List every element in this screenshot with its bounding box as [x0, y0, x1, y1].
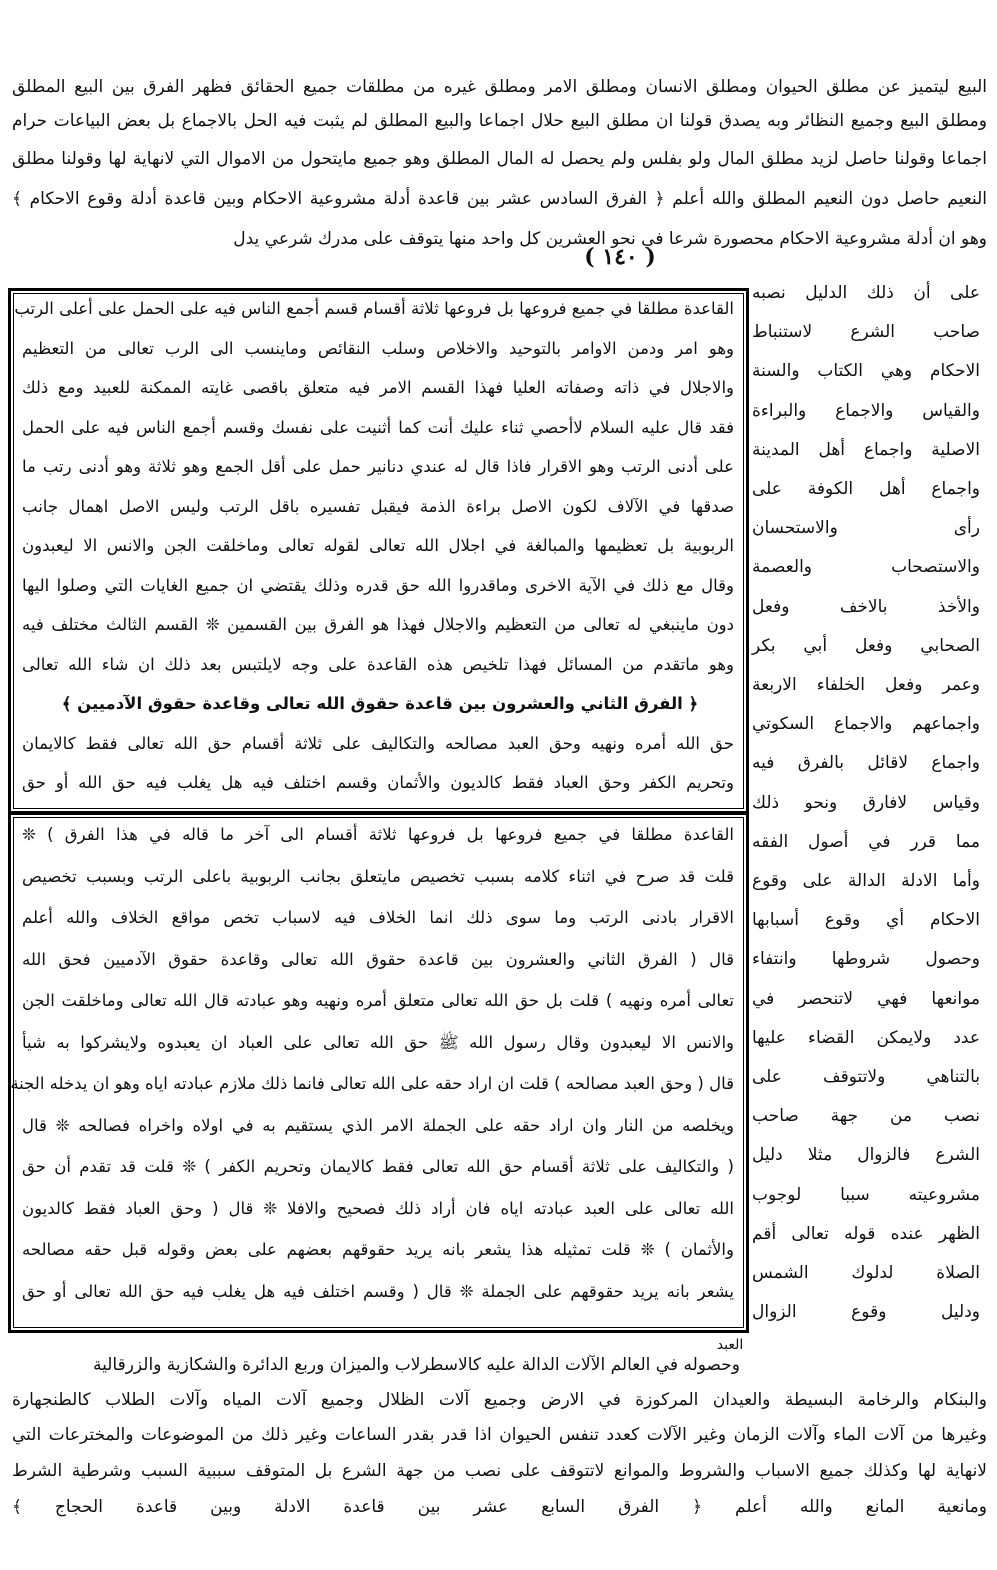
text-line: وهو امر ودمن الاوامر بالتوحيد والاخلاص وسلب النقائص وماينسب الى الرب تعالى من التعظيم: [22, 338, 734, 358]
side-text-line: والقياس والاجماع والبراءة: [752, 400, 980, 421]
side-text-line: والأخذ بالاخف وفعل: [752, 596, 980, 617]
side-text-line: الشرع فالزوال مثلا دليل: [752, 1145, 980, 1166]
side-text-line: والاستصحاب والعصمة: [752, 557, 980, 578]
side-text-line: وقياس لافارق ونحو ذلك: [752, 792, 980, 813]
text-line: الله تعالى على العبد عبادته اياه فان أراد ذلك فصحيح والافلا ❊ قال ( وحق العباد فقط كالديون: [22, 1198, 734, 1218]
text-line: قلت قد صرح في اثناء كلامه بسبب تخصيص مايتعلق بجانب الربوبية باعلى الرتب وبسبب تخصيص: [22, 866, 734, 886]
text-line: لانهاية لها وكذلك جميع الاسباب والشروط والموانع لاتتوقف على نصب من جهة الشرع بل المتوقف سببية السبب وشرطية الشرط: [12, 1461, 987, 1481]
side-text-line: وأما الادلة الدالة على وقوع: [752, 871, 980, 891]
side-text-line: الاصلية واجماع أهل المدينة: [752, 439, 980, 460]
side-text-line: مما قرر في أصول الفقه: [752, 831, 980, 852]
text-line: وتحريم الكفر وحق العباد فقط كالديون والأثمان وقسم اختلف فيه هل يغلب فيه حق الله أو حق: [22, 773, 734, 792]
side-text-line: وعمر وفعل الخلفاء الاربعة: [752, 675, 980, 695]
text-line: القاعدة مطلقا في جميع فروعها بل فروعها ثلاثة أقسام قسم أجمع الناس فيه على الحمل على أعلى الرتب: [14, 299, 734, 318]
text-line: اجماعا وقولنا حاصل لزيد مطلق المال ولو بفلس ولم يحصل له المال المطلق وهو جميع مايتحول من الاموال التي لانهاية لها وقولنا مطلق: [12, 149, 987, 169]
text-line: وغيرها من آلات الماء وآلات الزمان وغير الآلات كعدد تنفس الحيوان اذا قدر بقدر الساعات وغير ذلك من الموضوعات والمخترعات التي: [12, 1425, 987, 1445]
text-line: قال ( الفرق الثاني والعشرون بين قاعدة حقوق الله تعالى وقاعدة حقوق الآدميين فحق الله: [22, 949, 734, 969]
side-text-line: الصحابي وفعل أبي بكر: [752, 635, 980, 656]
section-heading: ﴿ الفرق الثاني والعشرون بين قاعدة حقوق الله تعالى وقاعدة حقوق الآدميين ﴾: [61, 694, 699, 713]
text-line: البيع ليتميز عن مطلق الحيوان ومطلق الانسان ومطلق الامر ومطلق غيره من مطلقات جميع الحقائق فظهر الفرق بين البيع المطلق: [12, 77, 987, 97]
text-line: الاقرار بادنى الرتب وما سوى ذلك انما الخلاف فيه لاسباب تخص مواقع الخلاف والله أعلم: [22, 908, 734, 927]
text-line: قال ( وحق العبد مصالحه ) قلت ان اراد حقه على الله تعالى فانما ذلك ملازم عبادته اياه وهو ان يدخله الجنة: [10, 1074, 734, 1093]
text-line: وهو ماتقدم من المسائل فهذا تلخيص هذه القاعدة على وجه لايلتبس بعد ذلك ان شاء الله تعالى: [22, 654, 734, 674]
side-text-line: الاحكام وهي الكتاب والسنة: [752, 361, 980, 382]
side-text-line: الصلاة لدلوك الشمس: [752, 1263, 980, 1283]
side-text-line: على أن ذلك الدليل نصبه: [752, 283, 980, 303]
text-line: تعالى أمره ونهيه ) قلت بل حق الله تعالى متعلق أمره ونهيه وهو عبادته قال الله تعالى وماخلقت الجن: [22, 991, 734, 1010]
side-text-line: عدد ولايمكن القضاء عليها: [752, 1027, 980, 1048]
side-text-line: الاحكام أي وقوع أسبابها: [752, 910, 980, 931]
side-text-line: مشروعيته سببا لوجوب: [752, 1184, 980, 1205]
text-line: صدقها في الآلاف لكون الاصل براءة الذمة فيقبل تفسيره باقل الرتب وليس الاصل اهمال جانب: [22, 496, 734, 516]
text-line: ومطلق البيع وجميع النظائر وبه يصدق قولنا ان مطلق البيع حلال اجماعا والبيع المطلق لم يثبت فيه الحل بالاجماع بل بعض البياعات حرام: [12, 111, 987, 131]
text-line: القاعدة مطلقا في جميع فروعها بل فروعها ثلاثة أقسام الى آخر ما قاله في هذا الفرق ) ❊: [22, 825, 734, 844]
text-line: وقال مع ذلك في الآية الاخرى وماقدروا الله حق قدره وذلك يقتضي ان جميع الغايات التي وصلوا اليها: [22, 575, 734, 595]
text-line: ( والتكاليف على ثلاثة أقسام حق الله تعالى فقط كالايمان وتحريم الكفر ) ❊ قلت قد تقدم أن حق: [22, 1157, 734, 1176]
text-line: النعيم حاصل دون النعيم المطلق والله أعلم ﴿ الفرق السادس عشر بين قاعدة أدلة مشروعية الاحكام وبين قاعدة أدلة وقوع الاحكام ﴾: [12, 189, 987, 209]
text-line: ويخلصه من النار وان اراد حقه على الجملة الامر الذي يستقيم به في اولاه واخراه فصالحه ❊ قال: [22, 1115, 734, 1135]
text-line-with-heading: ومانعية المانع والله أعلم ﴿ الفرق السابع عشر بين قاعدة الادلة وبين قاعدة الحجاج ﴾: [12, 1497, 987, 1517]
side-text-line: الظهر عنده قوله تعالى أقم: [752, 1223, 980, 1244]
side-text-line: صاحب الشرع لاستنباط: [752, 322, 980, 343]
side-text-line: موانعها فهي لاتنحصر في: [752, 988, 980, 1009]
page-number: ( ١٤٠ ): [584, 244, 656, 270]
text-line: حق الله أمره ونهيه وحق العبد مصالحه والتكاليف على ثلاثة أقسام حق الله تعالى فقط كالايمان: [22, 733, 734, 753]
side-text-line: وحصول شروطها وانتفاء: [752, 949, 980, 970]
text-line: الربوبية بل تعظيمها والمبالغة في اجلال الله تعالى لقوله تعالى وماخلقت الجن والانس الا ليعبدون: [22, 536, 734, 555]
side-text-line: رأى والاستحسان: [752, 518, 980, 539]
side-text-line: ودليل وقوع الزوال: [752, 1302, 980, 1323]
side-text-line: واجماعهم والاجماع السكوتي: [752, 714, 980, 735]
text-line: فقد قال عليه السلام لاأحصي ثناء عليك أنت كما أثنيت على نفسك وقسم أجمع الناس فيه على الحمل: [22, 417, 734, 437]
text-line: على أدنى الرتب وهو الاقرار فاذا قال له عندي دنانير حمل على أقل الجمع وهو ثلاثة وهو أدنى رتب ما: [22, 457, 734, 476]
text-line: وحصوله في العالم الآلات الدالة عليه كالاسطرلاب والميزان وربع الدائرة والشكازية والزرقالية: [92, 1355, 740, 1375]
side-text-line: واجماع أهل الكوفة على: [752, 479, 980, 499]
text-line: وهو ان أدلة مشروعية الاحكام محصورة شرعا في نحو العشرين كل واحد منها يتوقف على مدرك شرعي يدل: [233, 229, 987, 249]
side-text-line: العبد: [716, 1337, 744, 1353]
side-text-line: واجماع لاقائل بالفرق فيه: [752, 753, 980, 774]
text-line: دون ماينبغي له تعالى من التعظيم والاجلال فهذا هو الفرق بين القسمين ❊ القسم الثالث مختلف فيه: [22, 615, 734, 634]
text-line: والانس الا ليعبدون وقال رسول الله ﷺ حق الله تعالى على العباد ان يعبدوه ولايشركوا به شيأ: [22, 1032, 734, 1052]
text-line: يشعر بانه يريد حقوقهم على الجملة ❊ قال ( وقسم اختلف فيه هل يغلب فيه حق الله تعالى أو حق: [22, 1281, 734, 1301]
text-line: والأثمان ) ❊ قلت تمثيله هذا يشعر بانه يريد حقوقهم بعضهم على بعض وقوله قبل حقه مصالحه: [22, 1240, 734, 1259]
side-text-line: نصب من جهة صاحب: [752, 1106, 980, 1127]
text-line: والبنكام والرخامة البسيطة والعيدان المركوزة في الارض وجميع آلات الظلال وجميع آلات المياه وآلات الطلاب كالطنجهارة: [12, 1390, 987, 1410]
side-text-line: بالتناهي ولاتتوقف على: [752, 1067, 980, 1087]
text-line: والاجلال في ذاته وصفاته العليا فهذا القسم الامر فيه متعلق باقصى غايته الممكنة للعبيد ومع ذلك: [22, 378, 734, 397]
